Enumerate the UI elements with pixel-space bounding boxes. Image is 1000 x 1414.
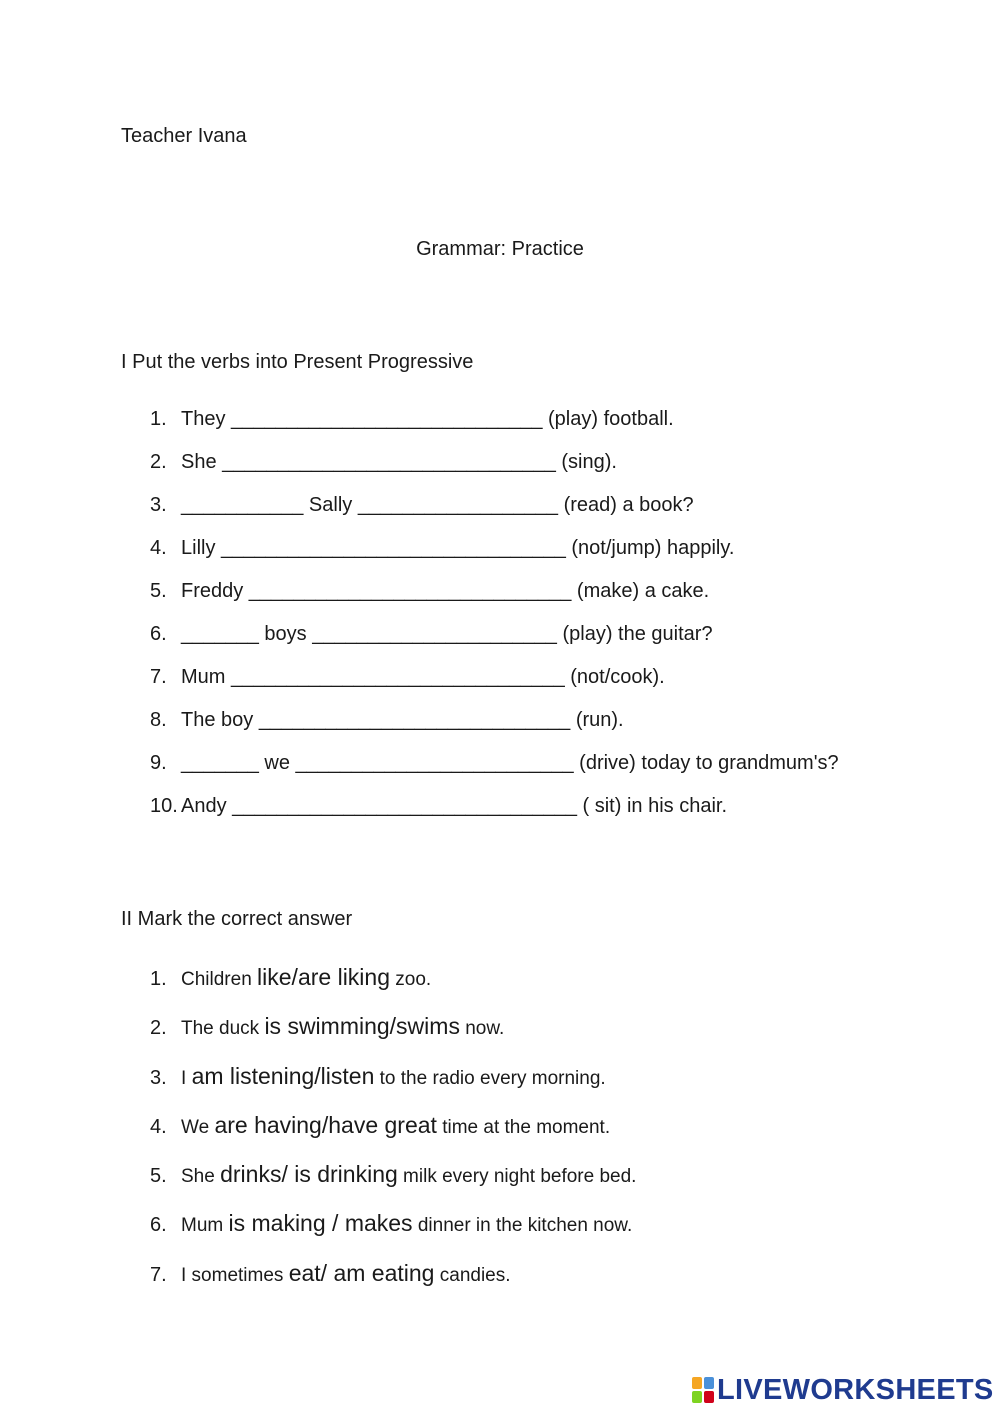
list-item [150, 1211, 632, 1238]
logo-text: LIVEWORKSHEETS [717, 1374, 994, 1406]
answer-choice: are having/have great [214, 1112, 437, 1138]
item-pre: The duck [181, 1018, 265, 1039]
page-title: Grammar: Practice [416, 238, 584, 260]
item-text: _______ we _________________________ (drive) today to grandmum's? [181, 752, 839, 774]
list-item [150, 1014, 504, 1041]
item-number: 10. [150, 795, 178, 817]
item-number: 8. [150, 709, 167, 731]
item-number: 5. [150, 1165, 167, 1187]
list-item [150, 1261, 511, 1288]
item-text: Andy _______________________________ ( sit) in his chair. [181, 795, 727, 817]
item-pre: Children [181, 969, 258, 990]
answer-choice: eat/ am eating [288, 1260, 435, 1286]
item-pre: Mum [181, 1215, 229, 1236]
item-number: 6. [150, 623, 167, 645]
item-post: now. [459, 1018, 505, 1039]
item-post: to the radio every morning. [374, 1068, 606, 1089]
item-number: 3. [150, 494, 167, 516]
list-item [150, 579, 709, 603]
liveworksheets-logo [692, 1375, 994, 1405]
item-text: Mum ______________________________ (not/cook). [181, 666, 665, 688]
logo-square [704, 1391, 714, 1403]
item-text: The boy ____________________________ (run). [181, 709, 624, 731]
list-item [150, 1064, 606, 1091]
item-post: dinner in the kitchen now. [412, 1215, 633, 1236]
item-post: milk every night before bed. [397, 1166, 637, 1187]
item-pre: I sometimes [181, 1265, 289, 1286]
item-number: 4. [150, 1116, 167, 1138]
list-item [150, 1113, 610, 1140]
answer-choice: is making / makes [228, 1210, 413, 1236]
list-item [150, 622, 713, 646]
item-pre: We [181, 1117, 215, 1138]
item-text: _______ boys ______________________ (play) the guitar? [181, 623, 713, 645]
list-item [150, 751, 839, 775]
list-item [150, 794, 727, 818]
list-item [150, 493, 694, 517]
list-item [150, 965, 431, 992]
answer-choice: drinks/ is drinking [220, 1161, 398, 1187]
item-number: 3. [150, 1067, 167, 1089]
item-number: 6. [150, 1214, 167, 1236]
answer-choice: like/are liking [257, 964, 390, 990]
item-number: 2. [150, 1017, 167, 1039]
item-text: They ____________________________ (play) football. [181, 408, 674, 430]
item-number: 4. [150, 537, 167, 559]
item-number: 7. [150, 1264, 167, 1286]
item-number: 5. [150, 580, 167, 602]
item-text: She ______________________________ (sing). [181, 451, 617, 473]
list-item [150, 1162, 636, 1189]
item-number: 9. [150, 752, 167, 774]
item-text: Freddy _____________________________ (make) a cake. [181, 580, 710, 602]
logo-square [704, 1377, 714, 1389]
teacher-name: Teacher Ivana [121, 125, 247, 147]
section2-heading: II Mark the correct answer [121, 908, 353, 930]
logo-square [692, 1391, 702, 1403]
item-post: candies. [434, 1265, 511, 1286]
list-item [150, 536, 734, 560]
item-text: Lilly _______________________________ (not/jump) happily. [181, 537, 735, 559]
list-item [150, 407, 674, 431]
item-text: ___________ Sally __________________ (read) a book? [181, 494, 694, 516]
item-number: 7. [150, 666, 167, 688]
item-post: zoo. [390, 969, 432, 990]
item-number: 1. [150, 968, 167, 990]
item-number: 2. [150, 451, 167, 473]
list-item [150, 665, 665, 689]
list-item [150, 450, 617, 474]
list-item [150, 708, 624, 732]
item-number: 1. [150, 408, 167, 430]
item-pre: She [181, 1166, 221, 1187]
logo-square [692, 1377, 702, 1389]
answer-choice: is swimming/swims [264, 1013, 460, 1039]
logo-icon [692, 1377, 714, 1403]
item-post: time at the moment. [436, 1117, 611, 1138]
section1-heading: I Put the verbs into Present Progressive [121, 351, 474, 373]
item-pre: I [181, 1068, 192, 1089]
answer-choice: am listening/listen [191, 1063, 375, 1089]
